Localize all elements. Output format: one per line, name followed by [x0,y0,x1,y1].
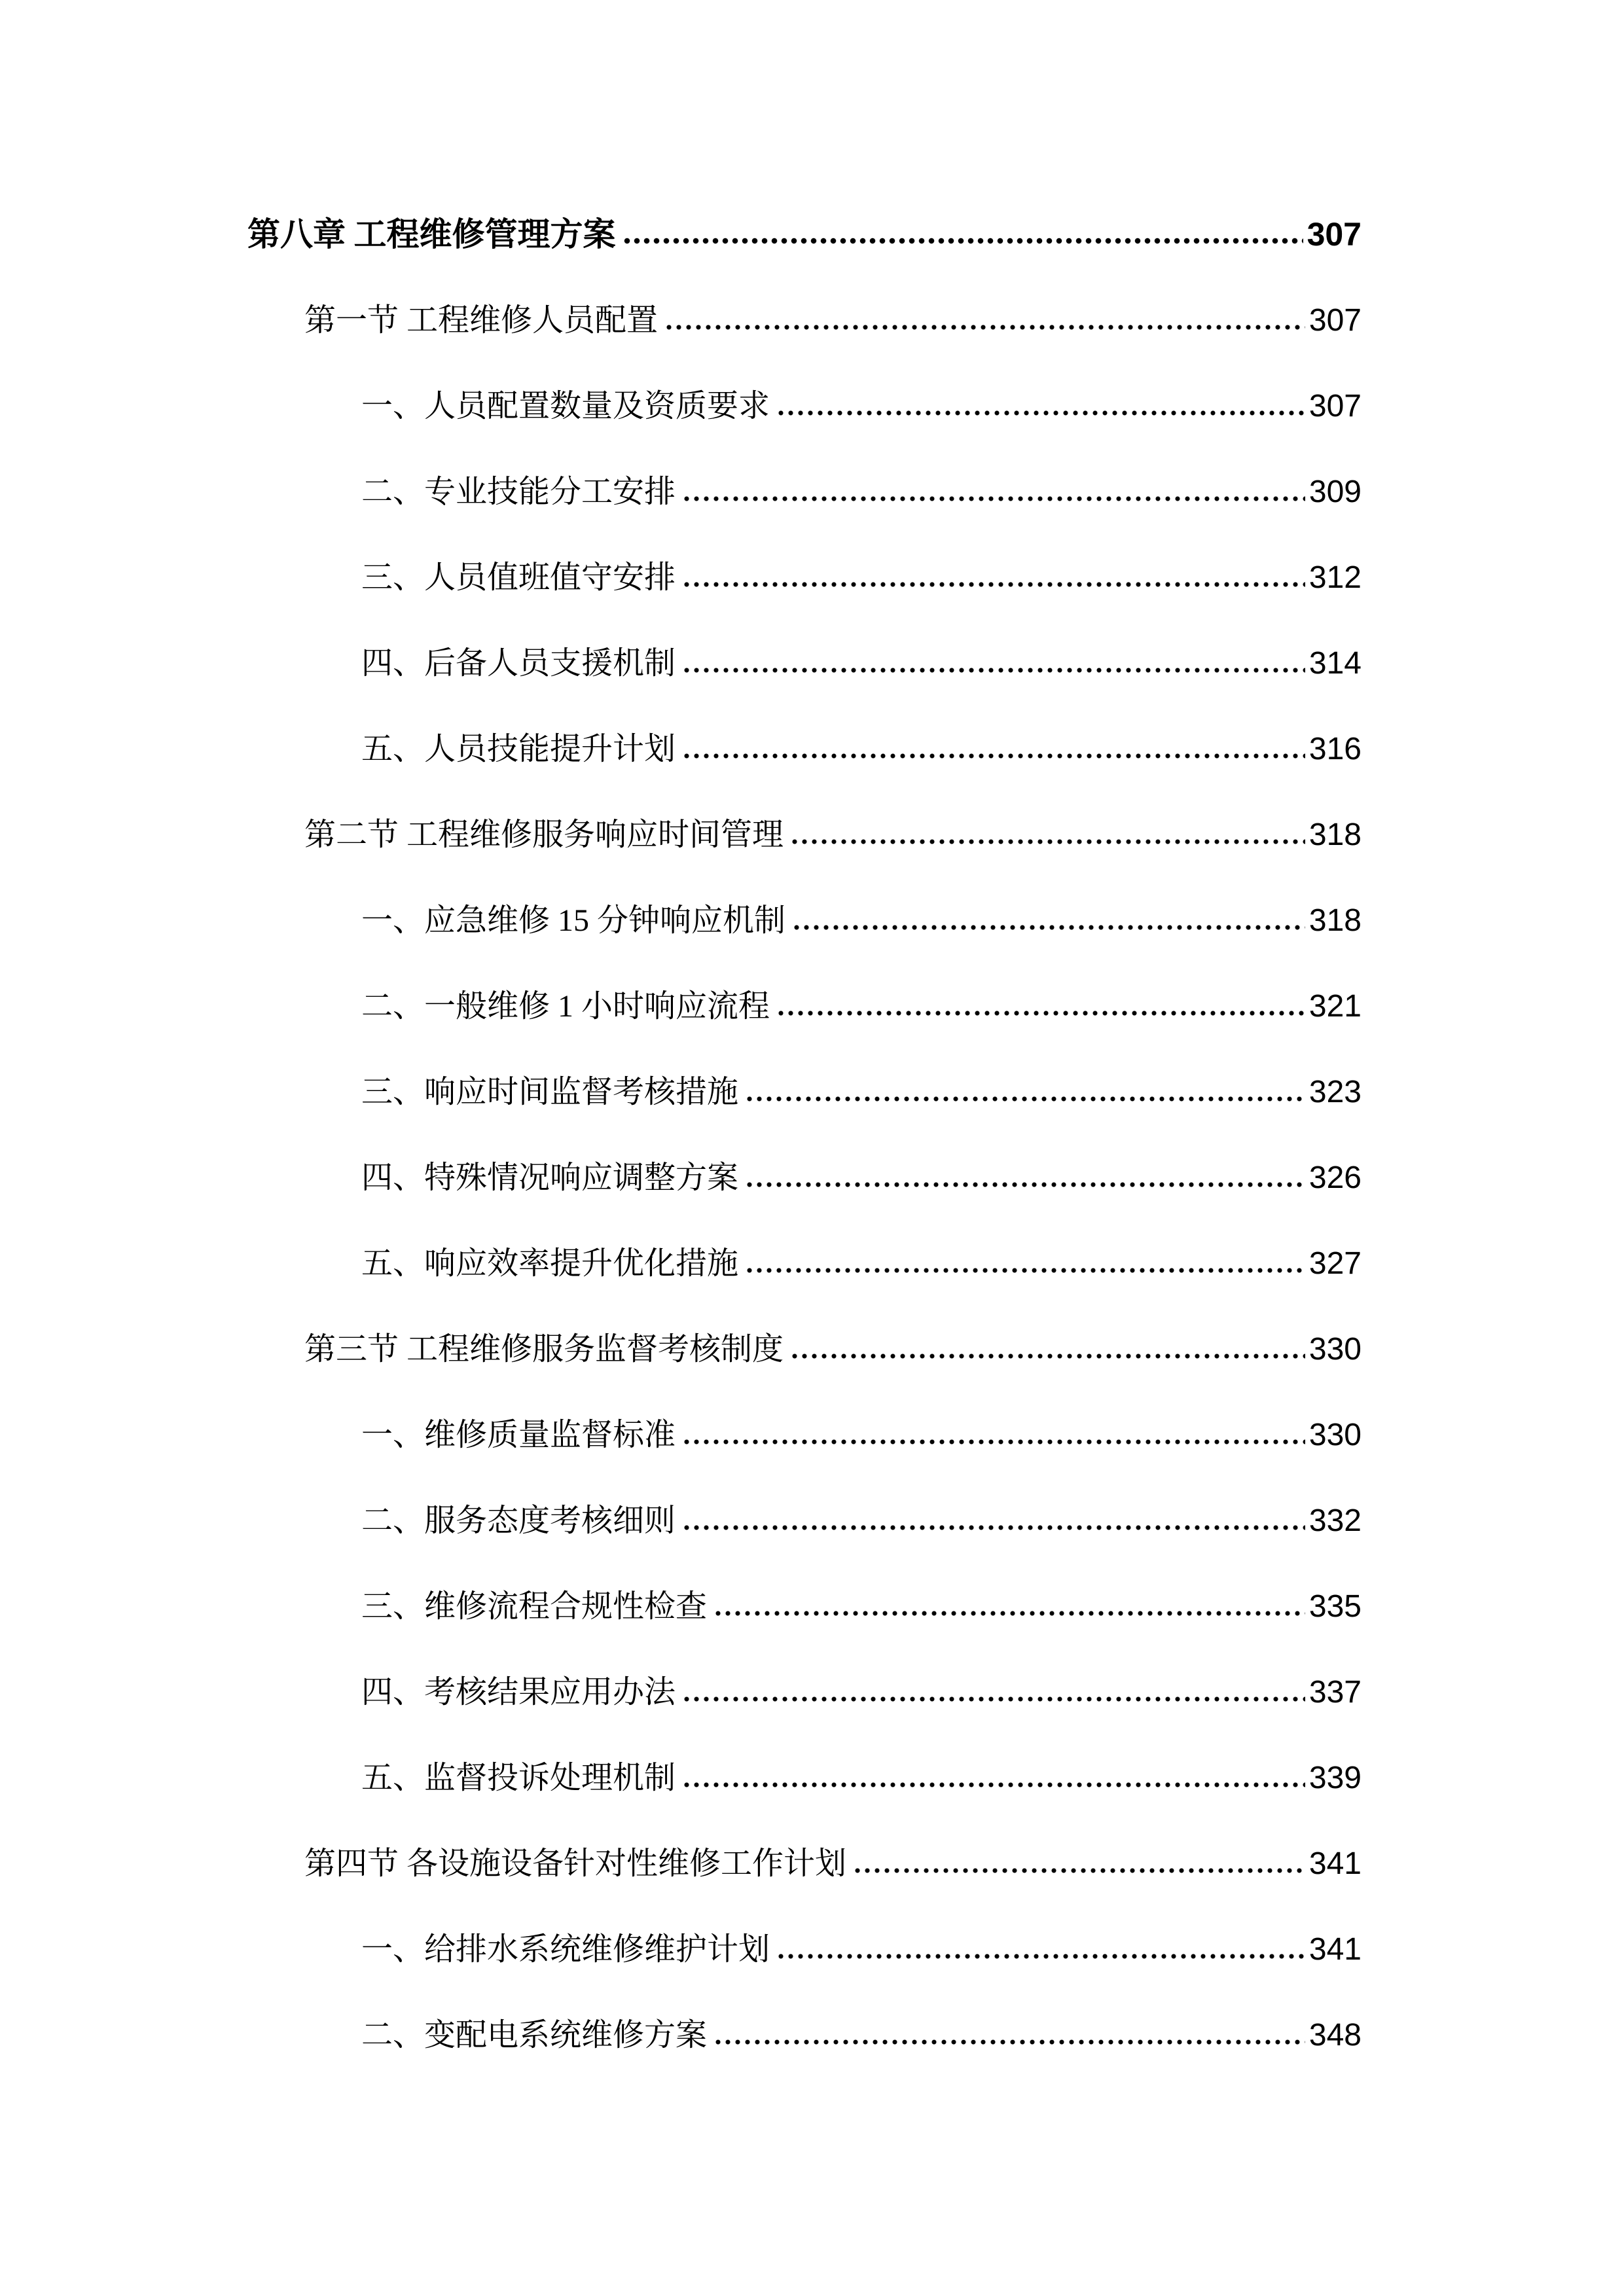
toc-page-number: 335 [1308,1589,1362,1624]
dot-leader [790,838,1305,846]
toc-entry-item[interactable] [0,509,1624,595]
toc-entry-label: 五、人员技能提升计划 [361,732,676,767]
toc-entry-label: 第二节 工程维修服务响应时间管理 [304,817,784,853]
toc-entry-label: 四、特殊情况响应调整方案 [361,1160,739,1196]
toc-entry-item[interactable] [0,1195,1624,1281]
dot-leader [682,581,1305,588]
toc-entry-item[interactable] [0,1624,1624,1710]
toc-page-number: 337 [1308,1675,1362,1710]
dot-leader [682,1524,1305,1532]
toc-page-number: 307 [1307,216,1362,253]
toc-page-number: 318 [1308,817,1362,853]
toc-page [0,166,1624,2053]
toc-entry-item[interactable] [0,1710,1624,1795]
dot-leader [776,1009,1305,1017]
dot-leader [682,1438,1305,1446]
toc-entry-label: 五、响应效率提升优化措施 [361,1246,739,1282]
toc-entry-section[interactable] [0,1795,1624,1881]
toc-entry-section[interactable] [0,766,1624,852]
dot-leader [745,1095,1305,1103]
dot-leader [713,1609,1305,1617]
dot-leader [713,2038,1305,2046]
toc-page-number: 314 [1308,646,1362,681]
dot-leader [745,1266,1305,1274]
toc-entry-item[interactable] [0,423,1624,509]
toc-entry-label: 二、变配电系统维修方案 [361,2018,708,2053]
toc-entry-item[interactable] [0,938,1624,1024]
toc-entry-section[interactable] [0,252,1624,338]
toc-entry-label: 五、监督投诉处理机制 [361,1761,676,1796]
dot-leader [682,666,1305,674]
toc-page-number: 339 [1308,1761,1362,1796]
toc-entry-item[interactable] [0,1024,1624,1109]
toc-entry-label: 第八章 工程维修管理方案 [247,216,616,253]
toc-page-number: 327 [1308,1246,1362,1282]
dot-leader [682,752,1305,760]
toc-page-number: 348 [1308,2018,1362,2053]
dot-leader [745,1181,1305,1189]
toc-entry-label: 第一节 工程维修人员配置 [304,303,659,338]
dot-leader [790,1352,1305,1360]
dot-leader [682,495,1305,503]
dot-leader [853,1867,1305,1874]
toc-entry-label: 三、响应时间监督考核措施 [361,1075,739,1110]
toc-entry-item[interactable] [0,852,1624,938]
dot-leader [664,323,1305,331]
dot-leader [682,1695,1305,1703]
toc-entry-item[interactable] [0,681,1624,766]
toc-entry-label: 一、给排水系统维修维护计划 [361,1932,770,1967]
dot-leader [623,237,1303,245]
dot-leader [682,1781,1305,1789]
toc-entry-label: 三、维修流程合规性检查 [361,1589,708,1624]
toc-entry-label: 第三节 工程维修服务监督考核制度 [304,1332,784,1367]
toc-page-number: 307 [1308,389,1362,424]
toc-entry-label: 二、专业技能分工安排 [361,475,676,510]
toc-page-number: 309 [1308,475,1362,510]
toc-entry-item[interactable] [0,595,1624,681]
toc-page-number: 341 [1308,1932,1362,1967]
toc-page-number: 323 [1308,1075,1362,1110]
toc-page-number: 307 [1308,303,1362,338]
toc-page-number: 326 [1308,1160,1362,1196]
toc-entry-item[interactable] [0,1452,1624,1538]
toc-entry-item[interactable] [0,1367,1624,1452]
toc-entry-label: 第四节 各设施设备针对性维修工作计划 [304,1846,847,1882]
toc-entry-item[interactable] [0,1109,1624,1195]
toc-entry-label: 四、考核结果应用办法 [361,1675,676,1710]
toc-entry-item[interactable] [0,338,1624,423]
dot-leader [776,1952,1305,1960]
toc-entry-item[interactable] [0,1967,1624,2053]
toc-page-number: 341 [1308,1846,1362,1882]
toc-entry-label: 二、服务态度考核细则 [361,1503,676,1539]
toc-entry-label: 四、后备人员支援机制 [361,646,676,681]
toc-entry-item[interactable] [0,1881,1624,1967]
toc-entry-label: 一、人员配置数量及资质要求 [361,389,770,424]
toc-entry-chapter[interactable] [0,166,1624,252]
toc-page-number: 330 [1308,1332,1362,1367]
toc-page-number: 316 [1308,732,1362,767]
toc-entry-label: 三、人员值班值守安排 [361,560,676,596]
toc-entry-item[interactable] [0,1538,1624,1624]
toc-page-number: 330 [1308,1418,1362,1453]
toc-page-number: 321 [1308,989,1362,1024]
toc-page-number: 318 [1308,903,1362,939]
toc-entry-label: 一、应急维修 15 分钟响应机制 [361,903,786,939]
dot-leader [792,924,1305,931]
toc-page-number: 312 [1308,560,1362,596]
dot-leader [776,409,1305,417]
toc-entry-label: 一、维修质量监督标准 [361,1418,676,1453]
toc-entry-section[interactable] [0,1281,1624,1367]
toc-entry-label: 二、一般维修 1 小时响应流程 [361,989,770,1024]
toc-page-number: 332 [1308,1503,1362,1539]
